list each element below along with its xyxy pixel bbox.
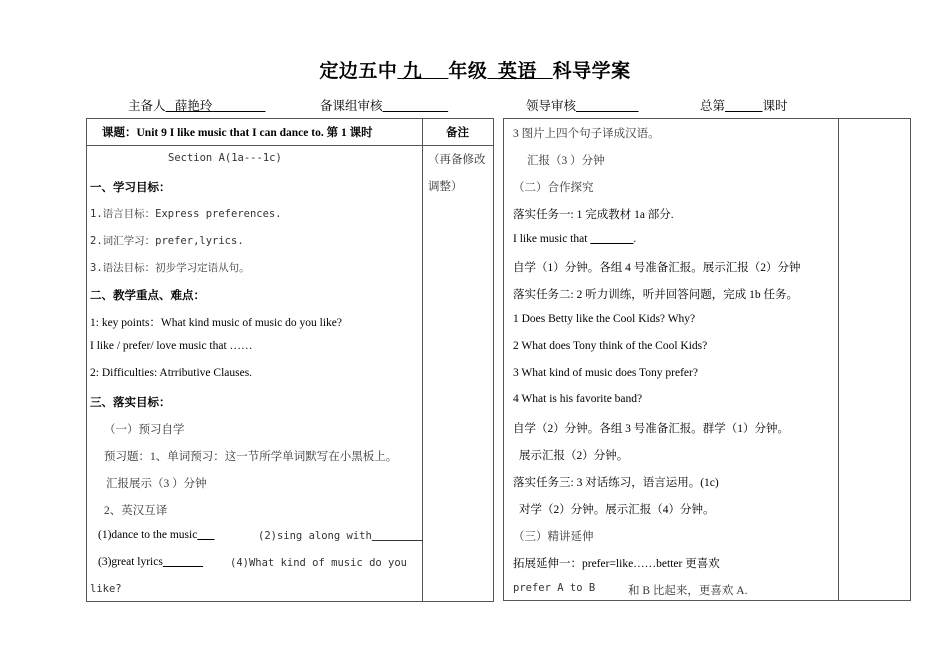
key-points-pattern: I like / prefer/ love music that …… <box>90 340 253 352</box>
task-one-fill: I like music that . <box>513 233 637 245</box>
prefer-pattern: prefer A to B <box>513 582 596 594</box>
question-1: 1 Does Betty like the Cool Kids? Why? <box>513 313 696 325</box>
extension-heading: （三）精讲延伸 <box>513 531 594 543</box>
translation-item-3: (3)great lyrics <box>98 556 163 568</box>
notes-body-2: 调整） <box>428 181 463 193</box>
preview-heading: （一）预习自学 <box>104 424 185 436</box>
self-study-2: 自学（2）分钟。各组 3 号准备汇报。群学（1）分钟。 <box>513 423 789 435</box>
left-header-divider <box>86 145 494 146</box>
title-grade-word: 年级 <box>448 61 488 82</box>
goal-grammar: 3.语法目标：初步学习定语从句。 <box>90 262 250 274</box>
task-one: 落实任务一: 1 完成教材 1a 部分. <box>513 209 674 221</box>
section-heading: Section A(1a---1c) <box>168 152 282 164</box>
right-notes-divider <box>838 118 839 601</box>
group-review-field: 备课组审核 <box>320 99 383 113</box>
page-title <box>0 56 950 83</box>
pair-study: 对学（2）分钟。展示汇报（4）分钟。 <box>519 504 715 516</box>
report-time-1: 汇报展示（3 ）分钟 <box>106 478 207 490</box>
cooperative-heading: （二）合作探究 <box>513 182 594 194</box>
notes-header: 备注 <box>446 127 469 139</box>
heading-implementation: 三、落实目标： <box>90 397 171 409</box>
goal-language: 1.语言目标：Express preferences. <box>90 208 282 220</box>
translation-item-4: (4)What kind of music do you <box>230 557 408 569</box>
task-translate-sentences: 3 图片上四个句子译成汉语。 <box>513 128 660 140</box>
heading-learning-goals: 一、学习目标： <box>90 182 171 194</box>
preview-task: 预习题：1、单词预习：这一节所学单词默写在小黑板上。 <box>104 451 398 463</box>
goal-vocabulary: 2.词汇学习：prefer,lyrics. <box>90 235 244 247</box>
title-grade: 九 <box>402 61 423 82</box>
key-points-line: 1: key points：What kind music of music do you like? <box>90 317 343 329</box>
report-time-2: 汇报（3 ）分钟 <box>527 155 605 167</box>
task-three: 落实任务三: 3 对话练习，语言运用。(1c) <box>513 477 719 489</box>
difficulties-line: 2: Difficulties: Atrributive Clauses. <box>90 367 253 379</box>
title-subject: 英语 <box>497 61 537 82</box>
show-report-2: 展示汇报（2）分钟。 <box>519 450 629 462</box>
preparer-field: 主备人 薛艳玲 <box>128 99 213 113</box>
translation-item-2: (2)sing along with <box>258 530 372 542</box>
title-tail: 科导学案 <box>552 61 631 82</box>
translation-item-1: (1)dance to the music <box>98 529 198 541</box>
question-3: 3 What kind of music does Tony prefer? <box>513 367 698 379</box>
prefer-pattern-meaning: 和 B 比起来，更喜欢 A. <box>628 585 748 597</box>
lesson-topic: 课题：Unit 9 I like music that I can dance to. 第 1 课时 <box>102 127 373 139</box>
translation-item-4-cont: like? <box>90 583 122 595</box>
preparer-name: 薛艳玲 <box>174 99 213 113</box>
self-study-1: 自学（1）分钟。各组 4 号准备汇报。展示汇报（2）分钟 <box>513 262 801 274</box>
notes-body-1: （再备修改 <box>428 154 486 166</box>
leader-review-field: 领导审核 <box>526 99 577 113</box>
extension-one: 拓展延伸一：prefer=like……better 更喜欢 <box>513 558 720 570</box>
heading-key-points: 二、教学重点、难点： <box>90 290 205 302</box>
task-two: 落实任务二: 2 听力训练，听并回答问题，完成 1b 任务。 <box>513 289 798 301</box>
question-4: 4 What is his favorite band? <box>513 393 643 405</box>
question-2: 2 What does Tony think of the Cool Kids? <box>513 340 708 352</box>
total-lesson-field: 总第 课时 <box>700 99 788 113</box>
title-school: 定边五中 <box>319 61 398 82</box>
translation-heading: 2、英汉互译 <box>104 505 168 517</box>
